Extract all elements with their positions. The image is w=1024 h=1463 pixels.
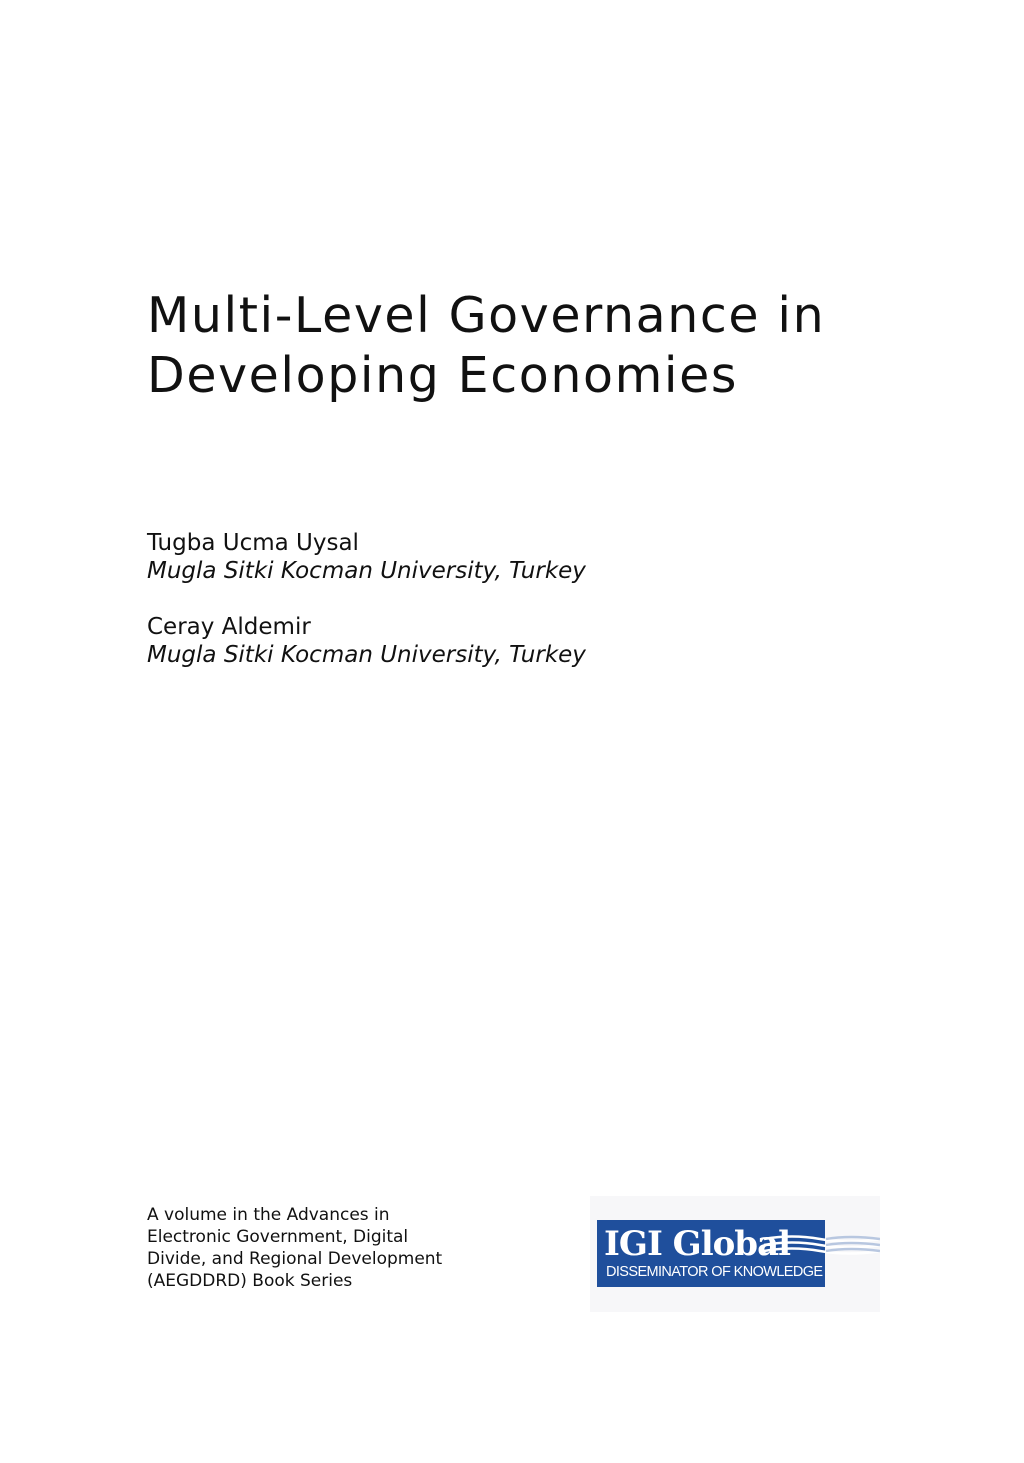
wave-lines-icon [762, 1232, 880, 1262]
igi-global-logo [590, 1196, 880, 1312]
author-affiliation: Mugla Sitki Kocman University, Turkey [147, 558, 586, 584]
series-note-line-2: Electronic Government, Digital [147, 1227, 409, 1247]
series-note [147, 1204, 507, 1292]
series-note-line-4: (AEGDDRD) Book Series [147, 1271, 353, 1291]
author-name: Ceray Aldemir [147, 614, 311, 640]
series-note-line-3: Divide, and Regional Development [147, 1249, 443, 1269]
author-name: Tugba Ucma Uysal [147, 530, 359, 556]
author-entry [147, 613, 847, 669]
logo-wordmark: IGI Global [604, 1224, 791, 1264]
logo-tagline: DISSEMINATOR OF KNOWLEDGE [606, 1264, 823, 1280]
author-entry [147, 529, 847, 585]
series-note-line-1: A volume in the Advances in [147, 1205, 390, 1225]
book-title [147, 286, 947, 406]
book-title-line-1: Multi-Level Governance in [147, 287, 826, 344]
author-affiliation: Mugla Sitki Kocman University, Turkey [147, 642, 586, 668]
book-title-line-2: Developing Economies [147, 347, 739, 404]
author-list [147, 529, 847, 697]
